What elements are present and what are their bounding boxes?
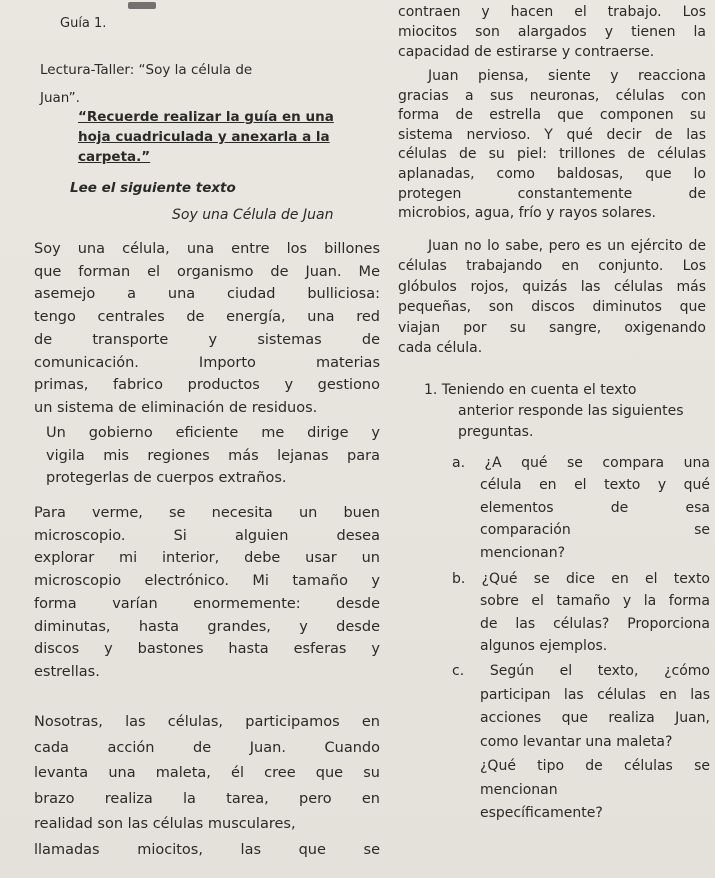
workshop-title-line2: Juan”. (40, 90, 80, 106)
text-line: explorar mi interior, debe usar un (34, 550, 380, 567)
right-paragraph-3 (398, 236, 706, 358)
text-line: brazo realiza la tarea, pero en (34, 790, 380, 807)
right-paragraph-1 (398, 2, 706, 62)
text-line: protegen constantemente de (398, 185, 706, 202)
text-line: microscopio. Si alguien desea (34, 527, 380, 544)
text-line: forma varían enormemente: desde (34, 595, 380, 612)
text-line: específicamente? (480, 805, 603, 822)
text-line: diminutas, hasta grandes, y desde (34, 618, 380, 635)
text-line: protegerlas de cuerpos extraños. (46, 470, 287, 487)
left-paragraph-1 (34, 238, 380, 420)
text-line: sobre el tamaño y la forma (480, 593, 710, 610)
text-line: tengo centrales de energía, una red (34, 309, 380, 326)
question-b (452, 568, 710, 658)
text-line: Un gobierno eficiente me dirige y (46, 425, 380, 441)
text-line: levanta una maleta, él cree que su (34, 765, 380, 782)
reminder-line: carpeta.” (78, 149, 151, 165)
text-line: células trabajando en conjunto. Los (398, 258, 706, 275)
text-line: glóbulos rojos, quizás las células más (398, 278, 706, 295)
text-line: contraen y hacen el trabajo. Los (398, 4, 706, 20)
text-line: células de su piel: trillones de células (398, 146, 706, 163)
workshop-title-line1: Lectura-Taller: “Soy la célula de (40, 62, 253, 78)
text-line: mencionan (480, 781, 558, 798)
text-line: viajan por su sangre, oxigenando (398, 319, 706, 336)
reading-title: Soy una Célula de Juan (172, 207, 334, 223)
text-line: b. ¿Qué se dice en el texto (452, 571, 710, 587)
text-line: gracias a sus neuronas, células con (398, 87, 706, 104)
text-line: Nosotras, las células, participamos en (34, 714, 380, 730)
question-a (452, 452, 710, 564)
text-line: cada célula. (398, 340, 483, 357)
text-line: estrellas. (34, 663, 100, 680)
text-line: realidad son las células musculares, (34, 816, 296, 833)
text-line: como levantar una maleta? (480, 734, 673, 751)
text-line: Para verme, se necesita un buen (34, 505, 380, 521)
text-line: mencionan? (480, 544, 566, 561)
left-paragraph-3 (34, 502, 380, 684)
text-line: anterior responde las siguientes (458, 403, 684, 419)
text-line: Juan piensa, siente y reacciona (428, 68, 706, 84)
text-line: c. Según el texto, ¿cómo (452, 663, 710, 679)
text-line: de transporte y sistemas de (34, 331, 380, 348)
text-line: sistema nervioso. Y qué decir de las (398, 126, 706, 143)
text-line: un sistema de eliminación de residuos. (34, 399, 318, 416)
text-line: forma de estrella que componen su (398, 107, 706, 124)
left-paragraph-2 (46, 422, 380, 490)
question-c (452, 660, 710, 826)
text-line: ¿Qué tipo de células se (480, 757, 710, 774)
text-line: primas, fabrico productos y gestiono (34, 377, 380, 394)
text-line: discos y bastones hasta esferas y (34, 641, 380, 658)
text-line: capacidad de estirarse y contraerse. (398, 44, 655, 60)
ink-smudge (128, 2, 156, 9)
text-line: vigila mis regiones más lejanas para (46, 447, 380, 464)
text-line: a. ¿A qué se compara una (452, 455, 710, 471)
question-1-intro (424, 380, 712, 443)
text-line: algunos ejemplos. (480, 638, 608, 655)
text-line: microbios, agua, frío y rayos solares. (398, 205, 656, 222)
text-line: acciones que realiza Juan, (480, 710, 710, 727)
text-line: llamadas miocitos, las que se (34, 841, 380, 858)
reminder-line: “Recuerde realizar la guía en una (78, 109, 334, 125)
text-line: 1. Teniendo en cuenta el texto (424, 382, 637, 398)
reminder-line: hoja cuadriculada y anexarla a la (78, 129, 330, 145)
text-line: comparación se (480, 522, 710, 539)
text-line: Juan no lo sabe, pero es un ejército de (428, 238, 706, 254)
text-line: que forman el organismo de Juan. Me (34, 263, 380, 280)
text-line: cada acción de Juan. Cuando (34, 739, 380, 756)
text-line: microscopio electrónico. Mi tamaño y (34, 573, 380, 590)
text-line: comunicación. Importo materias (34, 354, 380, 371)
text-line: participan las células en las (480, 686, 710, 703)
right-paragraph-2 (398, 67, 706, 224)
guide-label: Guía 1. (60, 16, 107, 31)
text-line: célula en el texto y qué (480, 477, 710, 494)
reminder-note (78, 107, 378, 167)
text-line: preguntas. (458, 424, 534, 440)
reading-instruction: Lee el siguiente texto (70, 180, 236, 196)
text-line: elementos de esa (480, 499, 710, 516)
text-line: Soy una célula, una entre los billones (34, 241, 380, 257)
text-line: aplanadas, como baldosas, que lo (398, 165, 706, 182)
text-line: de las células? Proporciona (480, 615, 710, 632)
left-paragraph-4 (34, 710, 380, 864)
text-line: miocitos son alargados y tienen la (398, 24, 706, 40)
text-line: asemejo a una ciudad bulliciosa: (34, 286, 380, 303)
text-line: pequeñas, son discos diminutos que (398, 299, 706, 316)
